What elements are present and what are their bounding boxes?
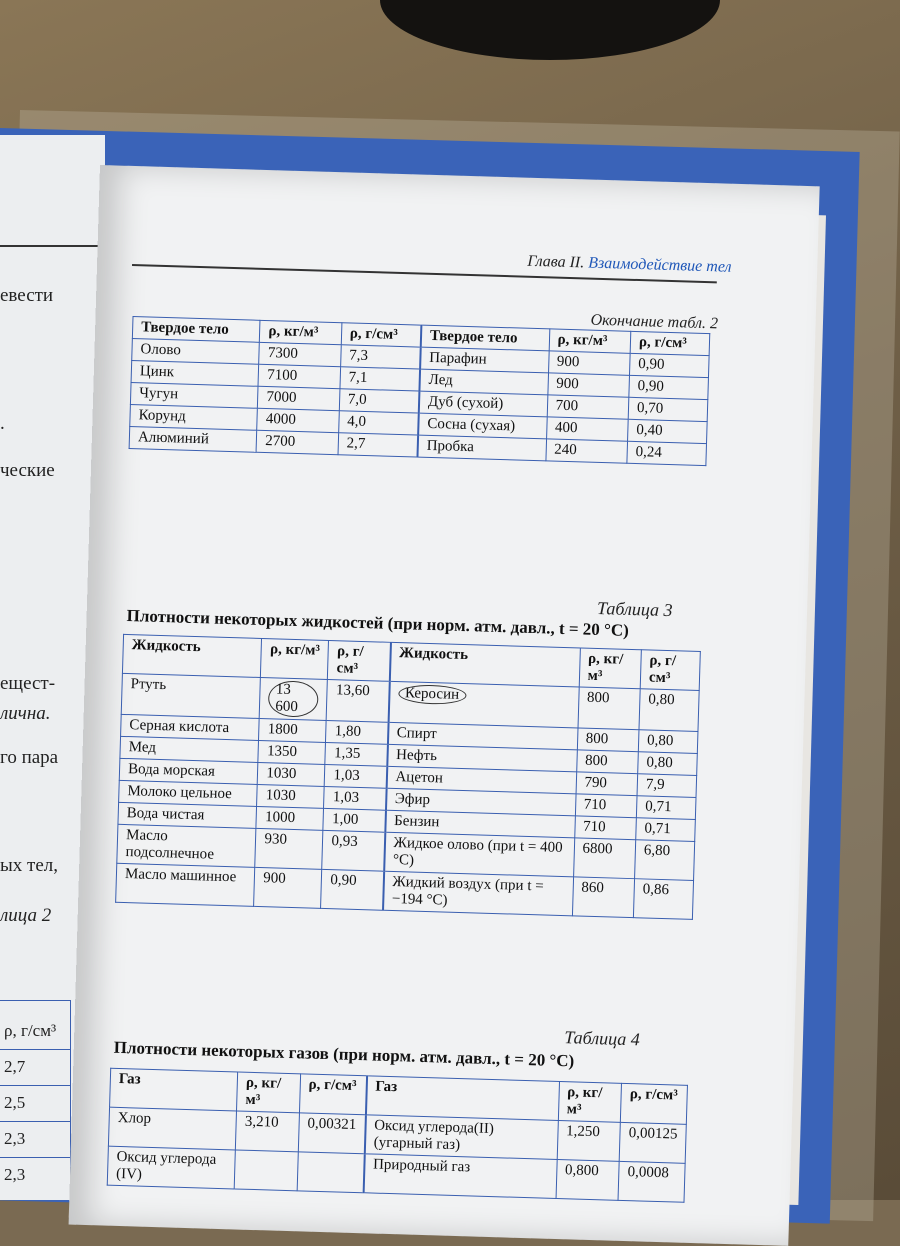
column-header: ρ, кг/м³ [260,320,342,344]
table-cell [254,867,322,908]
cell-text: Ртуть [130,676,167,694]
table-cell [323,808,385,832]
table-cell [636,796,696,820]
table-cell [638,752,698,776]
cell-text: Эфир [394,791,431,809]
left-text-fragment: лична. [0,703,51,724]
table-cell [325,742,387,766]
table-cell [576,750,638,774]
column-header: ρ, г/см³ [640,650,700,691]
table-cell [628,397,708,421]
table-cell [573,838,636,879]
cell-text: 800 [584,752,608,770]
cell-text: 4000 [265,411,297,428]
table-cell [545,439,627,463]
cell-text: 0,80 [648,691,675,709]
cell-text: 0,93 [331,833,359,850]
table-cell [297,1152,364,1193]
table-cell [363,1154,557,1199]
table-cell [258,762,326,786]
column-header: ρ, г/см³ [328,641,391,682]
left-table-cell: 2,7 [4,1057,26,1076]
table-cell [259,342,341,366]
table-cell [572,877,635,918]
cell-text: Керосин [398,684,467,705]
left-text-fragment: ещест- [0,673,56,694]
cell-text: 7100 [266,367,298,384]
column-header: ρ, кг/м³ [558,1082,622,1123]
left-header-rule [0,245,100,247]
left-table-header: ρ, г/см³ [4,1021,57,1040]
column-header: ρ, г/см³ [630,331,710,355]
left-text-fragment: евести [0,285,54,306]
cell-text: 1,250 [565,1123,601,1141]
column-header: Газ [110,1068,238,1111]
cell-text: 710 [582,818,606,836]
table3-title: Плотности некоторых жидкостей (при норм. атм. давл., t = 20 °C) [126,605,630,640]
table3-liquids [115,634,701,920]
cell-text: 0,90 [330,872,357,889]
table-cell [324,786,386,810]
table-cell [325,764,387,788]
table-cell [548,351,630,375]
cell-text: 900 [556,375,579,393]
cell-text: Жидкий воздух (при t = −194 °C) [391,873,544,909]
cell-text: 7,9 [645,776,665,794]
table2-solids [129,316,711,466]
cell-text: 7000 [266,389,297,406]
column-header: Жидкость [122,634,261,677]
table-cell [338,433,418,457]
table-cell [629,353,709,377]
cell-text: 1030 [266,765,297,783]
cell-text: 0,71 [644,798,672,816]
cell-text: Оксид углерода (IV) [115,1148,217,1183]
cell-text: 3,210 [244,1113,279,1131]
cell-text: 800 [586,689,610,707]
column-header: ρ, кг/м³ [261,639,329,680]
left-table-cell: 2,5 [4,1093,26,1112]
cell-text: Чугун [139,385,179,403]
column-header: Твердое тело [421,325,550,351]
cell-text: 13,60 [335,682,370,700]
cell-text: Дуб (сухой) [427,393,504,413]
table-cell [326,720,388,744]
cell-text: 13 600 [268,680,319,717]
left-text-fragment: . [0,413,5,434]
cell-text: Мед [128,739,157,756]
left-table-cell: 2,3 [4,1129,26,1148]
table-cell [258,364,340,388]
cell-text: 790 [584,774,608,792]
table-cell [383,871,574,916]
cell-text: 930 [264,831,288,848]
cell-text: 1030 [265,787,296,805]
table-cell [627,441,707,465]
cell-text: Оксид углерода(II) (угарный газ) [373,1117,495,1154]
cell-text: 0,24 [635,444,663,461]
table-cell [322,830,385,871]
column-header: ρ, кг/м³ [549,329,631,353]
cell-text: 0,71 [644,820,672,838]
table-cell [637,774,697,798]
table-cell [576,772,638,796]
table4-title: Плотности некоторых газов (при норм. атм. давл., t = 20 °C) [113,1037,575,1071]
cell-text: 7,0 [347,391,367,409]
cell-text: 900 [556,353,580,371]
cell-text: 0,40 [636,422,663,439]
table-cell [327,679,390,722]
table3-caption: Таблица 3 [596,597,673,621]
table-cell [121,673,261,718]
column-header: ρ, г/см³ [341,323,421,347]
table-cell [234,1150,298,1191]
cell-text: 1800 [267,721,298,739]
table-cell [236,1111,300,1152]
cell-text: 0,800 [564,1162,599,1180]
table-cell [257,408,339,432]
table-cell [556,1159,620,1200]
table-cell [338,411,418,435]
cell-text: 1,03 [333,767,360,784]
cell-text: 2,7 [346,435,366,452]
table-cell [364,1115,558,1160]
table-cell [633,879,693,920]
table-cell [547,373,629,397]
table-cell [575,794,637,818]
cell-text: Хлор [117,1109,152,1127]
cell-text: Вода чистая [126,805,205,824]
cell-text: 6800 [582,840,613,858]
column-header: Газ [366,1076,560,1121]
table2-caption: Окончание табл. 2 [590,311,719,333]
table4-gases [107,1068,688,1203]
column-header: ρ, г/см³ [621,1083,688,1124]
table-cell [547,395,629,419]
table-cell [546,417,628,441]
right-page [69,165,820,1246]
table-cell [321,869,384,910]
table-cell [257,784,325,808]
table-cell [339,389,419,413]
cell-text: Алюминий [137,429,210,448]
left-text-fragment: лица 2 [0,905,52,926]
column-header: ρ, г/см³ [299,1074,366,1115]
table-cell [619,1122,686,1163]
cell-text: 0,70 [636,400,664,417]
table-cell [574,816,636,840]
cell-text: 0,90 [637,378,665,395]
cell-text: 7,1 [348,369,368,387]
cell-text: 1,80 [334,723,362,740]
table-cell [298,1113,365,1154]
cell-text: 1350 [266,743,298,761]
left-text-fragment: ческие [0,460,55,481]
table-cell [108,1107,236,1150]
column-header: ρ, кг/м³ [579,648,642,689]
table-cell [259,718,327,742]
cell-text: 900 [263,870,287,887]
table-cell [340,345,420,369]
cell-text: Природный газ [372,1156,471,1176]
table-cell [578,687,641,730]
table-cell [627,419,707,443]
table-cell [256,430,338,454]
cell-text: 1,03 [332,789,360,806]
cell-text: Серная кислота [129,717,230,737]
table-cell [618,1161,685,1202]
table-cell [384,832,575,877]
table-cell [388,681,579,728]
cell-text: Олово [140,341,182,359]
cell-text: 710 [583,796,607,814]
cell-text: Вода морская [127,761,216,780]
table-cell [636,818,696,842]
chapter-number: Глава II. [527,252,585,272]
cell-text: 0,86 [642,881,670,899]
left-table-fragment [0,1000,71,1200]
table-cell [107,1146,235,1189]
table-cell [260,677,328,720]
table-cell [256,806,324,830]
table-cell [557,1121,621,1162]
cell-text: 0,80 [646,732,674,750]
cell-text: Нефть [395,747,438,765]
table-cell [629,375,709,399]
column-header: Твердое тело [132,317,260,343]
cell-text: Ацетон [395,769,444,787]
running-header [527,253,732,277]
cell-text: 1,35 [333,745,361,762]
table-cell [116,863,255,906]
cell-text: 2700 [265,433,296,450]
table-cell [117,824,256,867]
cell-text: 0,00125 [628,1125,678,1143]
cell-text: Жидкое олово (при t = 400 °C) [392,835,563,869]
left-text-fragment: го пара [0,747,59,768]
table-cell [258,740,326,764]
cell-text: 400 [554,419,578,437]
table-cell [639,689,699,732]
cell-text: Парафин [429,349,487,368]
cell-text: Масло подсолнечное [125,827,215,863]
cell-text: 240 [554,441,578,459]
cell-text: Пробка [426,437,475,456]
table-cell [635,840,695,881]
table-cell [255,828,323,869]
cell-text: 1000 [264,809,296,827]
cell-text: 7300 [267,345,299,362]
cell-text: 860 [581,879,605,897]
left-table-line [0,1121,70,1122]
cell-text: Масло машинное [124,866,237,886]
table-cell [417,435,546,461]
cell-text: Молоко цельное [127,783,233,803]
cell-text: 0,80 [646,754,673,772]
left-table-line [0,1157,70,1158]
table-cell [638,730,698,754]
cell-text: 700 [555,397,579,415]
cell-text: 7,3 [348,347,369,365]
left-text-fragment: ых тел, [0,855,58,876]
column-header: ρ, кг/м³ [237,1072,301,1113]
table-cell [258,386,340,410]
left-table-line [0,1049,70,1050]
cell-text: 6,80 [643,842,671,860]
cell-text: Бензин [393,813,440,831]
table-cell [340,367,420,391]
cell-text: 4,0 [347,413,367,431]
cell-text: Лед [428,371,454,389]
cell-text: 0,00321 [307,1115,357,1134]
cell-text: Сосна (сухая) [427,415,516,435]
cell-text: 0,90 [638,356,665,373]
table-cell [577,728,639,752]
left-table-line [0,1085,70,1086]
cell-text: Спирт [396,725,437,743]
table-cell [129,426,257,452]
cell-text: Цинк [139,363,175,381]
cell-text: 800 [585,730,609,748]
cell-text: 0,0008 [627,1164,670,1182]
chapter-title: Взаимодействие тел [587,254,732,276]
column-header: Жидкость [389,642,580,687]
cell-text: 1,00 [331,811,359,828]
table4-caption: Таблица 4 [564,1027,641,1050]
left-table-cell: 2,3 [4,1165,26,1184]
cell-text: Корунд [138,407,187,425]
